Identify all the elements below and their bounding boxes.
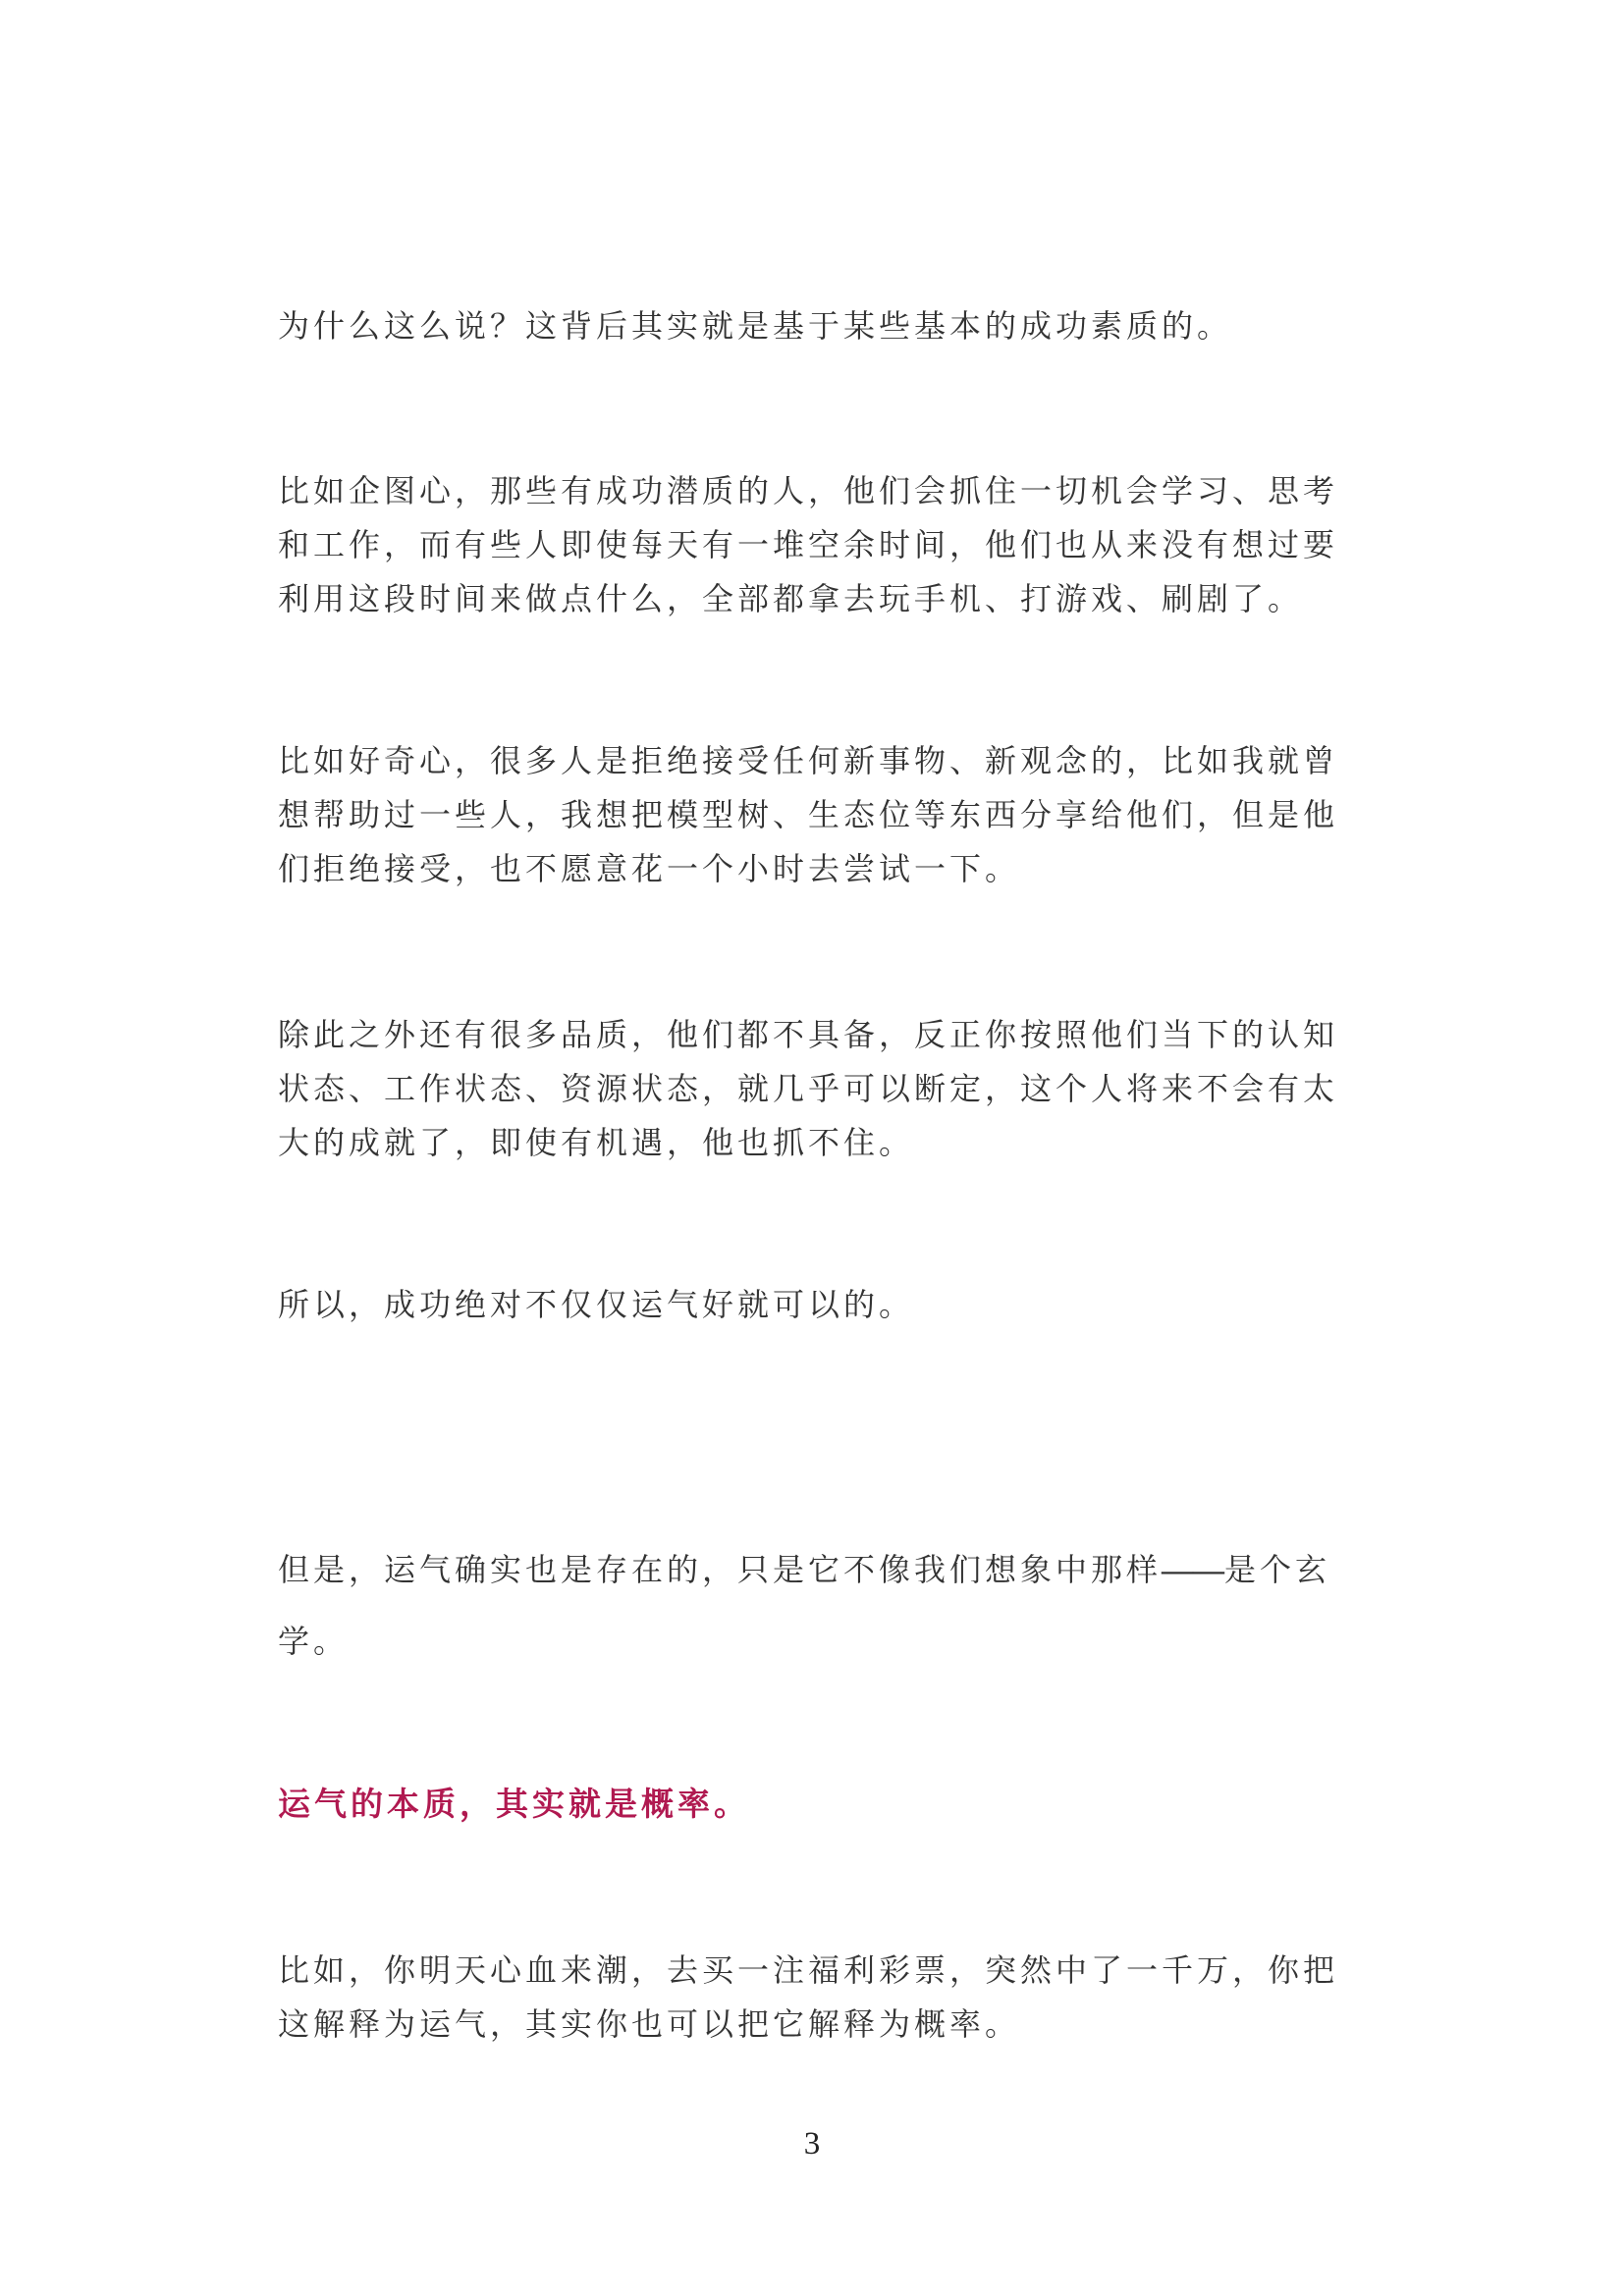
text-line: 利用这段时间来做点什么，全部都拿去玩手机、打游戏、刷剧了。: [278, 581, 1304, 616]
text-segment: 是个玄: [1224, 1552, 1331, 1587]
paragraph-4: [278, 1008, 1506, 1170]
paragraph-6: [278, 1534, 1506, 1678]
paragraph-3: [278, 734, 1506, 896]
text-line: 除此之外还有很多品质，他们都不具备，反正你按照他们当下的认知: [278, 1017, 1339, 1052]
paragraph-7-emphasis: [278, 1779, 1506, 1833]
text-line: 为什么这么说？这背后其实就是基于某些基本的成功素质的。: [278, 308, 1233, 344]
text-line: 大的成就了，即使有机遇，他也抓不住。: [278, 1125, 915, 1160]
text-line: 想帮助过一些人，我想把模型树、生态位等东西分享给他们，但是他: [278, 797, 1339, 832]
text-line: [278, 1534, 1506, 1606]
text-line: 学。: [278, 1624, 350, 1659]
text-line: 这解释为运气，其实你也可以把它解释为概率。: [278, 2006, 1021, 2042]
text-segment: 但是，运气确实也是存在的，只是它不像我们想象中那样: [278, 1552, 1163, 1587]
text-line: 比如企图心，那些有成功潜质的人，他们会抓住一切机会学习、思考: [278, 473, 1339, 508]
em-dash: ——: [1162, 1552, 1225, 1587]
paragraph-5: [278, 1278, 1506, 1332]
text-line: 们拒绝接受，也不愿意花一个小时去尝试一下。: [278, 851, 1021, 886]
paragraph-8: [278, 1944, 1506, 2052]
text-line: 状态、工作状态、资源状态，就几乎可以断定，这个人将来不会有太: [278, 1071, 1339, 1106]
paragraph-2: [278, 464, 1506, 626]
emphasis-line: 运气的本质，其实就是概率。: [278, 1788, 750, 1823]
text-line: 和工作，而有些人即使每天有一堆空余时间，他们也从来没有想过要: [278, 527, 1339, 562]
paragraph-1: [278, 299, 1506, 353]
page-number: 3: [803, 2126, 821, 2162]
text-line: 比如，你明天心血来潮，去买一注福利彩票，突然中了一千万，你把: [278, 1952, 1339, 1988]
text-line: 比如好奇心，很多人是拒绝接受任何新事物、新观念的，比如我就曾: [278, 743, 1339, 778]
text-line: 所以，成功绝对不仅仅运气好就可以的。: [278, 1287, 915, 1322]
